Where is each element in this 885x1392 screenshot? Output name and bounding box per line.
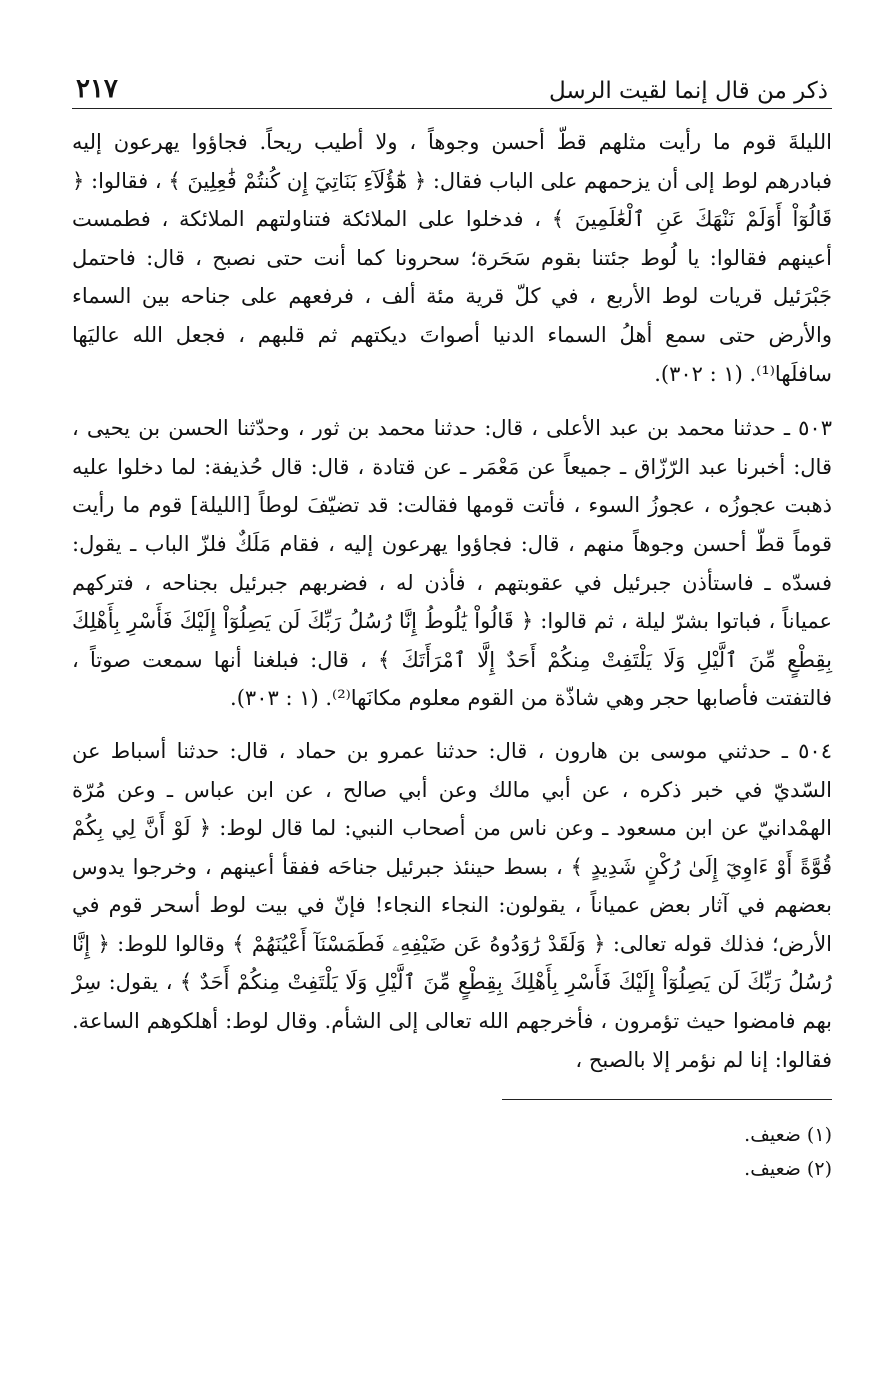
paragraph-503: ٥٠٣ ـ حدثنا محمد بن عبد الأعلى ، قال: حدثنا محمد بن ثور ، وحدّثنا الحسن بن يحيى ، قال: أخبرنا عبد الرّزّاق ـ جميعاً عن مَعْمَر ـ عن قتادة ، قال: قال حُذيفة: لما دخلوا عليه ذهبت عجوزُه ، عجوزُ السوء ، فأتت قومها فقالت: قد تضيّفَ لوطاً [الليلة] قوم ما رأيت قوماً قطّ أحسن وجوهاً منهم ، قال: فجاؤوا يهرعون إليه ، فقام مَلَكٌ فلزّ الباب ـ يقول: فسدّه ـ فاستأذن جبرئيل في عقوبتهم ، فأذن له ، فضربهم جبرئيل بجناحه ، فتركهم عمياناً ، فباتوا بشرّ ليلة ، ثم قالوا: ﴿ قَالُواْ يَٰلُوطُ إِنَّا رُسُلُ رَبِّكَ لَن يَصِلُوٓاْ إِلَيْكَ فَأَسْرِ بِأَهْلِكَ بِقِطْعٍ مِّنَ ٱلَّيْلِ وَلَا يَلْتَفِتْ مِنكُمْ أَحَدٌ إِلَّا ٱمْرَأَتَكَ ﴾ ، قال: فبلغنا أنها سمعت صوتاً ، فالتفتت فأصابها حجر وهي شاذّة من القوم معلوم مكانَها⁽²⁾. (١ : ٣٠٣). (72, 416, 832, 711)
footnote-divider (502, 1099, 832, 1100)
footnotes (72, 1118, 832, 1186)
page-body (72, 123, 832, 1079)
running-title: ذكر من قال إنما لقيت الرسل (548, 78, 828, 104)
footnote-2: (٢) ضعيف. (744, 1158, 832, 1181)
paragraph-continuation: الليلةَ قوم ما رأيت مثلهم قطّ أحسن وجوهاً ، ولا أطيب ريحاً. فجاؤوا يهرعون إليه فبادرهم لوط إلى أن يزحمهم على الباب فقال: ﴿ هَٰٓؤُلَآءِ بَنَاتِيٓ إِن كُنتُمْ فَٰعِلِينَ ﴾ ، فقالوا: ﴿ قَالُوٓاْ أَوَلَمْ نَنْهَكَ عَنِ ٱلْعَٰلَمِينَ ﴾ ، فدخلوا على الملائكة فتناولتهم الملائكة ، فطمست أعينهم فقالوا: يا لُوط جئتنا بقوم سَحَرة؛ سحرونا كما أنت حتى نصبح ، قال: فاحتمل جَبْرَئيل قريات لوط الأربع ، في كلّ قرية مئة ألف ، فرفعهم على جناحه بين السماء والأرض حتى سمع أهلُ السماء الدنيا أصواتَ ديكتهم ثم قلبهم ، فجعل الله عاليَها سافلَها⁽¹⁾. (١ : ٣٠٢). (72, 130, 832, 386)
paragraph-504: ٥٠٤ ـ حدثني موسى بن هارون ، قال: حدثنا عمرو بن حماد ، قال: حدثنا أسباط عن السّديّ في خبر ذكره ، عن أبي مالك وعن أبي صالح ، عن ابن عباس ـ وعن مُرّة الهمْدانيّ عن ابن مسعود ـ وعن ناس من أصحاب النبي: لما قال لوط: ﴿ لَوْ أَنَّ لِي بِكُمْ قُوَّةً أَوْ ءَاوِيٓ إِلَىٰ رُكْنٍ شَدِيدٍ ﴾ ، بسط حينئذ جبرئيل جناحَه ففقأ أعينهم ، وخرجوا يدوس بعضهم في آثار بعض عمياناً ، يقولون: النجاء النجاء! فإنّ في بيت لوط أسحر قوم في الأرض؛ فذلك قوله تعالى: ﴿ وَلَقَدْ رَٰوَدُوهُ عَن ضَيْفِهِۦ فَطَمَسْنَآ أَعْيُنَهُمْ ﴾ وقالوا للوط: ﴿ إِنَّا رُسُلُ رَبِّكَ لَن يَصِلُوٓاْ إِلَيْكَ فَأَسْرِ بِأَهْلِكَ بِقِطْعٍ مِّنَ ٱلَّيْلِ وَلَا يَلْتَفِتْ مِنكُمْ أَحَدٌ ﴾ ، يقول: سِرْ بهم فامضوا حيث تؤمرون ، فأخرجهم الله تعالى إلى الشأم. وقال لوط: أهلكوهم الساعة. فقالوا: إنا لم نؤمر إلا بالصبح ، (72, 738, 832, 1072)
page-number: ٢١٧ (76, 74, 118, 104)
page-header (72, 60, 832, 109)
footnote-1: (١) ضعيف. (744, 1124, 832, 1147)
book-page (72, 60, 832, 1186)
